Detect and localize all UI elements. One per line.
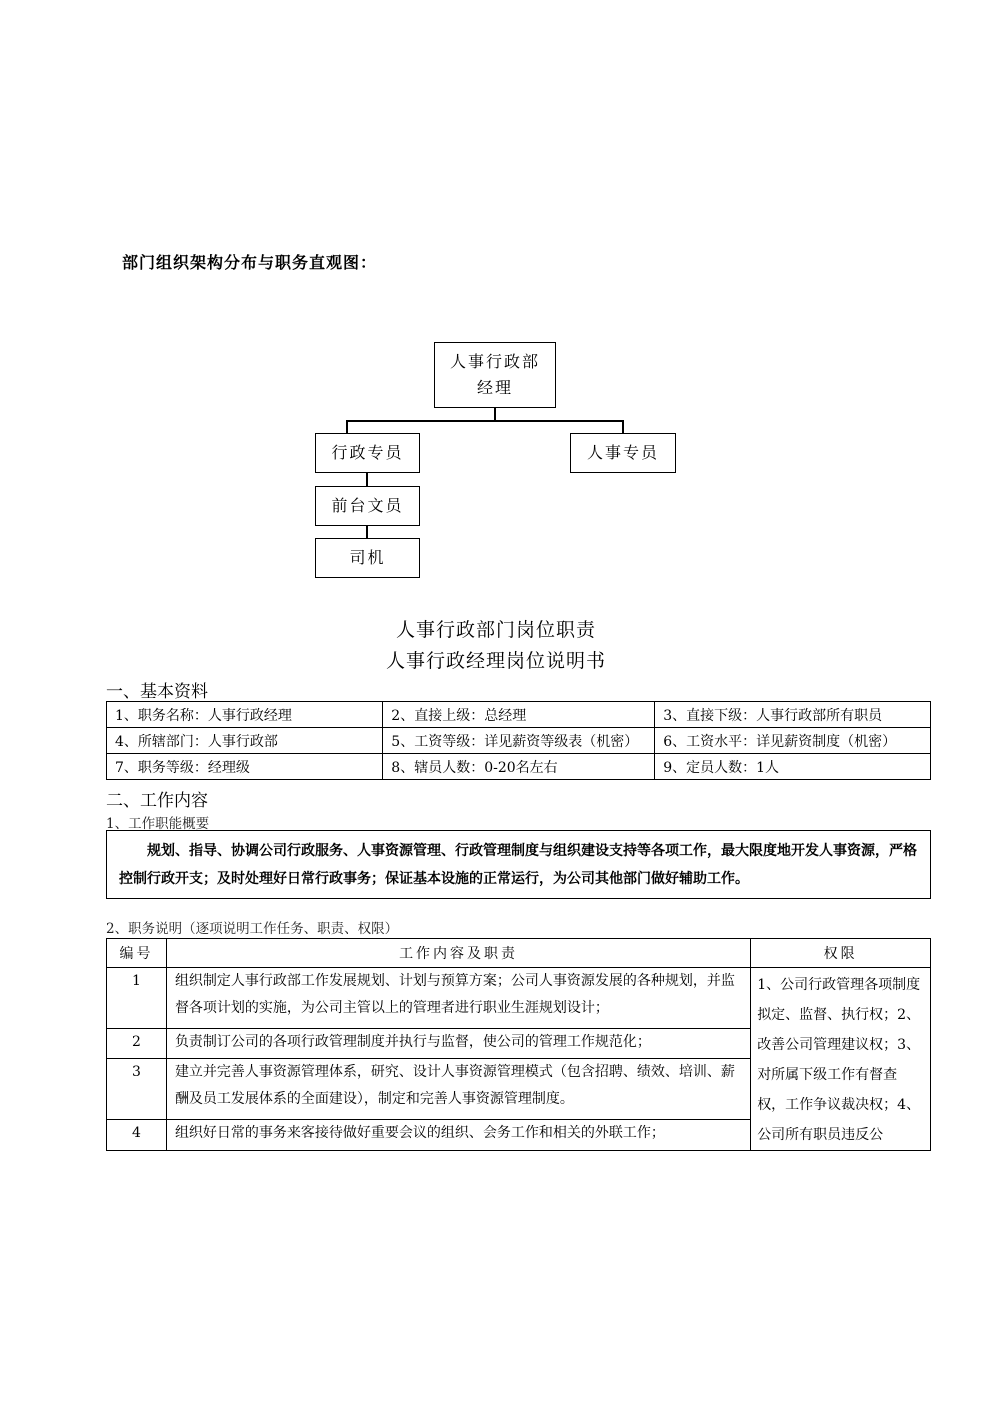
section-work-content-heading: 二、工作内容 [106,791,208,811]
page-title: 人事行政部门岗位职责 [395,619,596,641]
org-node-driver-label: 司机 [349,548,386,567]
duty-text: 负责制订公司的各项行政管理制度并执行与监督，使公司的管理工作规范化； [166,1028,750,1059]
org-node-manager-line1: 人事行政部 [449,352,540,371]
duty-number: 3 [107,1059,167,1120]
org-node-admin-specialist [315,433,420,473]
basic-info-table [106,701,931,780]
duty-text: 组织制定人事行政部工作发展规划、计划与预算方案；公司人事资源发展的各种规划，并监督各项计划的实施，为公司主管以上的管理者进行职业生涯规划设计； [166,968,750,1029]
org-node-manager-line2: 经理 [476,378,513,397]
page-subtitle: 人事行政经理岗位说明书 [385,650,606,672]
table-row [107,968,931,1029]
org-connector [366,526,368,538]
section-basic-info-heading: 一、基本资料 [106,682,208,702]
org-node-receptionist-label: 前台文员 [331,496,404,515]
table-cell: 3、直接下级：人事行政部所有职员 [655,702,931,728]
duty-number: 4 [107,1120,167,1151]
table-cell: 6、工资水平：详见薪资制度（机密） [655,728,931,754]
header-content: 工作内容及职责 [166,939,750,968]
header-number: 编号 [107,939,167,968]
table-row [107,702,931,728]
header-authority: 权限 [751,939,931,968]
org-node-receptionist [315,486,420,526]
table-cell: 9、定员人数：1人 [655,754,931,780]
duty-number: 2 [107,1028,167,1059]
duty-text: 建立并完善人事资源管理体系，研究、设计人事资源管理模式（包含招聘、绩效、培训、薪酬及员工发展体系的全面建设），制定和完善人事资源管理制度。 [166,1059,750,1120]
org-connector [622,420,624,433]
duty-number: 1 [107,968,167,1029]
org-node-driver [315,538,420,578]
duty-text: 组织好日常的事务来客接待做好重要会议的组织、会务工作和相关的外联工作； [166,1120,750,1151]
org-node-hr-specialist [570,433,676,473]
org-node-admin-specialist-label: 行政专员 [331,443,404,462]
org-node-manager [434,342,556,408]
org-connector [366,473,368,486]
table-row [107,754,931,780]
table-cell: 5、工资等级：详见薪资等级表（机密） [383,728,655,754]
duty-description-heading: 2、职务说明（逐项说明工作任务、职责、权限） [106,921,399,937]
table-row [107,728,931,754]
duty-authority: 1、公司行政管理各项制度拟定、监督、执行权；2、改善公司管理建议权；3、对所属下级工作有督查权，工作争议裁决权；4、公司所有职员违反公 [751,968,931,1151]
table-header-row [107,939,931,968]
table-cell: 7、职务等级：经理级 [107,754,383,780]
job-summary-heading: 1、工作职能概要 [106,816,210,832]
table-cell: 8、辖员人数：0-20名左右 [383,754,655,780]
table-cell: 2、直接上级：总经理 [383,702,655,728]
org-chart-heading: 部门组织架构分布与职务直观图： [122,253,378,272]
org-connector [346,420,348,433]
table-cell: 1、职务名称：人事行政经理 [107,702,383,728]
org-connector [346,420,623,422]
duty-table [106,938,931,1151]
table-cell: 4、所辖部门：人事行政部 [107,728,383,754]
job-summary-box: 规划、指导、协调公司行政服务、人事资源管理、行政管理制度与组织建设支持等各项工作，最大限度地开发人事资源，严格控制行政开支；及时处理好日常行政事务；保证基本设施的正常运行，为公司其他部门做好辅助工作。 [106,830,931,899]
org-node-hr-specialist-label: 人事专员 [586,443,659,462]
